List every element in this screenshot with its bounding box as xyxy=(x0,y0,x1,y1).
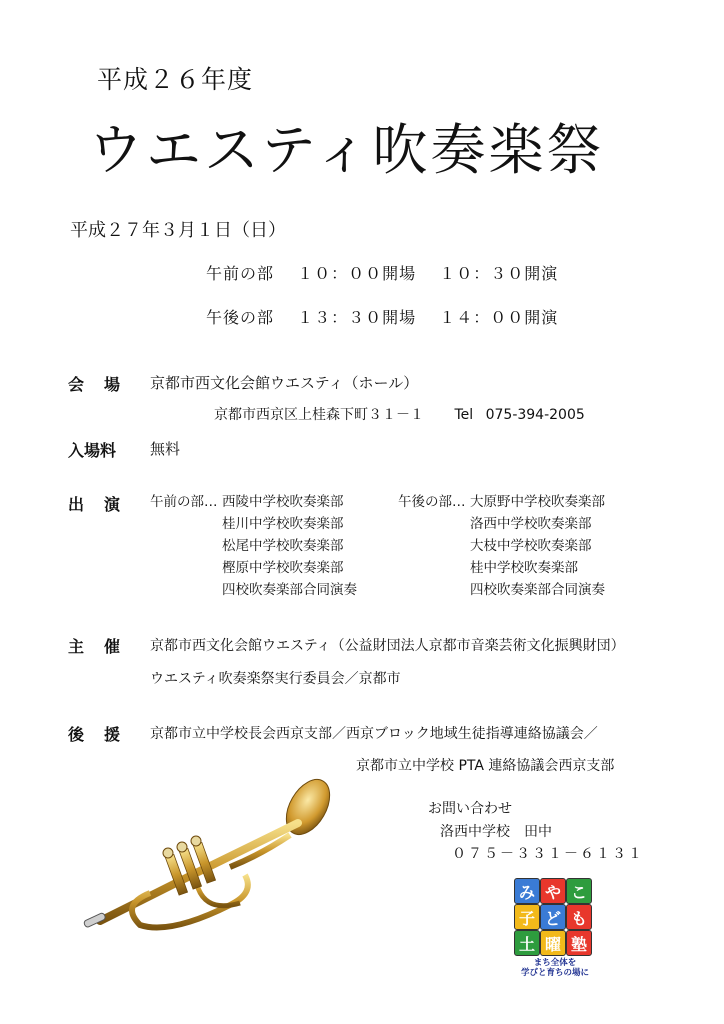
miyako-logo xyxy=(514,878,596,976)
venue-address: 京都市西京区上桂森下町３１－１ xyxy=(214,407,424,423)
session-afternoon xyxy=(206,305,558,328)
logo-tile: や xyxy=(540,878,566,904)
logo-tile: 子 xyxy=(514,904,540,930)
logo-tile: も xyxy=(566,904,592,930)
list-item: 西陵中学校吹奏楽部 xyxy=(222,494,344,510)
organizer-label: 主 催 xyxy=(68,637,123,656)
organizer-line2: ウエスティ吹奏楽祭実行委員会／京都市 xyxy=(150,671,401,687)
trumpet-illustration xyxy=(80,775,335,940)
list-item: 桂中学校吹奏楽部 xyxy=(470,560,578,576)
performers-label: 出 演 xyxy=(68,495,123,514)
contact-person: 洛西中学校 田中 xyxy=(440,824,552,840)
logo-tile: 土 xyxy=(514,930,540,956)
logo-tagline-line2: 学びと育ちの場に xyxy=(520,968,589,978)
logo-tile: み xyxy=(514,878,540,904)
venue-label: 会 場 xyxy=(68,375,123,394)
session-open: １０：００開場 xyxy=(297,264,417,283)
logo-tagline-line1: まち全体を xyxy=(533,958,577,968)
afternoon-schools xyxy=(470,491,605,601)
venue-tel: 075-394-2005 xyxy=(485,407,585,423)
logo-tile: こ xyxy=(566,878,592,904)
list-item: 洛西中学校吹奏楽部 xyxy=(470,516,592,532)
event-era: 平成２６年度 xyxy=(97,65,254,94)
list-item: 桂川中学校吹奏楽部 xyxy=(222,516,344,532)
venue-address-line xyxy=(214,404,585,424)
event-date: 平成２７年３月１日（日） xyxy=(70,220,286,241)
session-morning xyxy=(206,261,558,284)
organizer-line1: 京都市西文化会館ウエスティ（公益財団法人京都市音楽芸術文化振興財団） xyxy=(150,638,625,654)
contact-phone: ０７５－３３１－６１３１ xyxy=(452,846,644,862)
session-start: １４：００開演 xyxy=(439,308,559,327)
logo-tiles xyxy=(514,878,592,956)
support-label: 後 援 xyxy=(68,725,123,744)
list-item: 松尾中学校吹奏楽部 xyxy=(222,538,344,554)
list-item: 大枝中学校吹奏楽部 xyxy=(470,538,592,554)
contact-heading: お問い合わせ xyxy=(428,801,512,817)
event-title: ウエスティ吹奏楽祭 xyxy=(88,118,605,182)
session-start: １０：３０開演 xyxy=(439,264,559,283)
morning-prefix: 午前の部… xyxy=(150,494,218,510)
support-line2: 京都市立中学校 PTA 連絡協議会西京支部 xyxy=(356,758,615,774)
admission-label: 入場料 xyxy=(68,441,117,460)
afternoon-prefix: 午後の部… xyxy=(398,494,466,510)
session-name: 午前の部 xyxy=(206,264,275,283)
logo-tile: 曜 xyxy=(540,930,566,956)
session-name: 午後の部 xyxy=(206,308,275,327)
logo-tagline xyxy=(514,958,596,978)
list-item: 大原野中学校吹奏楽部 xyxy=(470,494,605,510)
list-item: 四校吹奏楽部合同演奏 xyxy=(222,582,357,598)
list-item: 樫原中学校吹奏楽部 xyxy=(222,560,344,576)
logo-tile: ど xyxy=(540,904,566,930)
venue-name: 京都市西文化会館ウエスティ（ホール） xyxy=(150,374,419,392)
session-open: １３：３０開場 xyxy=(297,308,417,327)
list-item: 四校吹奏楽部合同演奏 xyxy=(470,582,605,598)
tel-label: Tel xyxy=(454,407,474,423)
support-line1: 京都市立中学校長会西京支部／西京ブロック地域生徒指導連絡協議会／ xyxy=(150,726,598,742)
morning-schools xyxy=(222,491,357,601)
logo-tile: 塾 xyxy=(566,930,592,956)
admission-value: 無料 xyxy=(150,440,181,458)
